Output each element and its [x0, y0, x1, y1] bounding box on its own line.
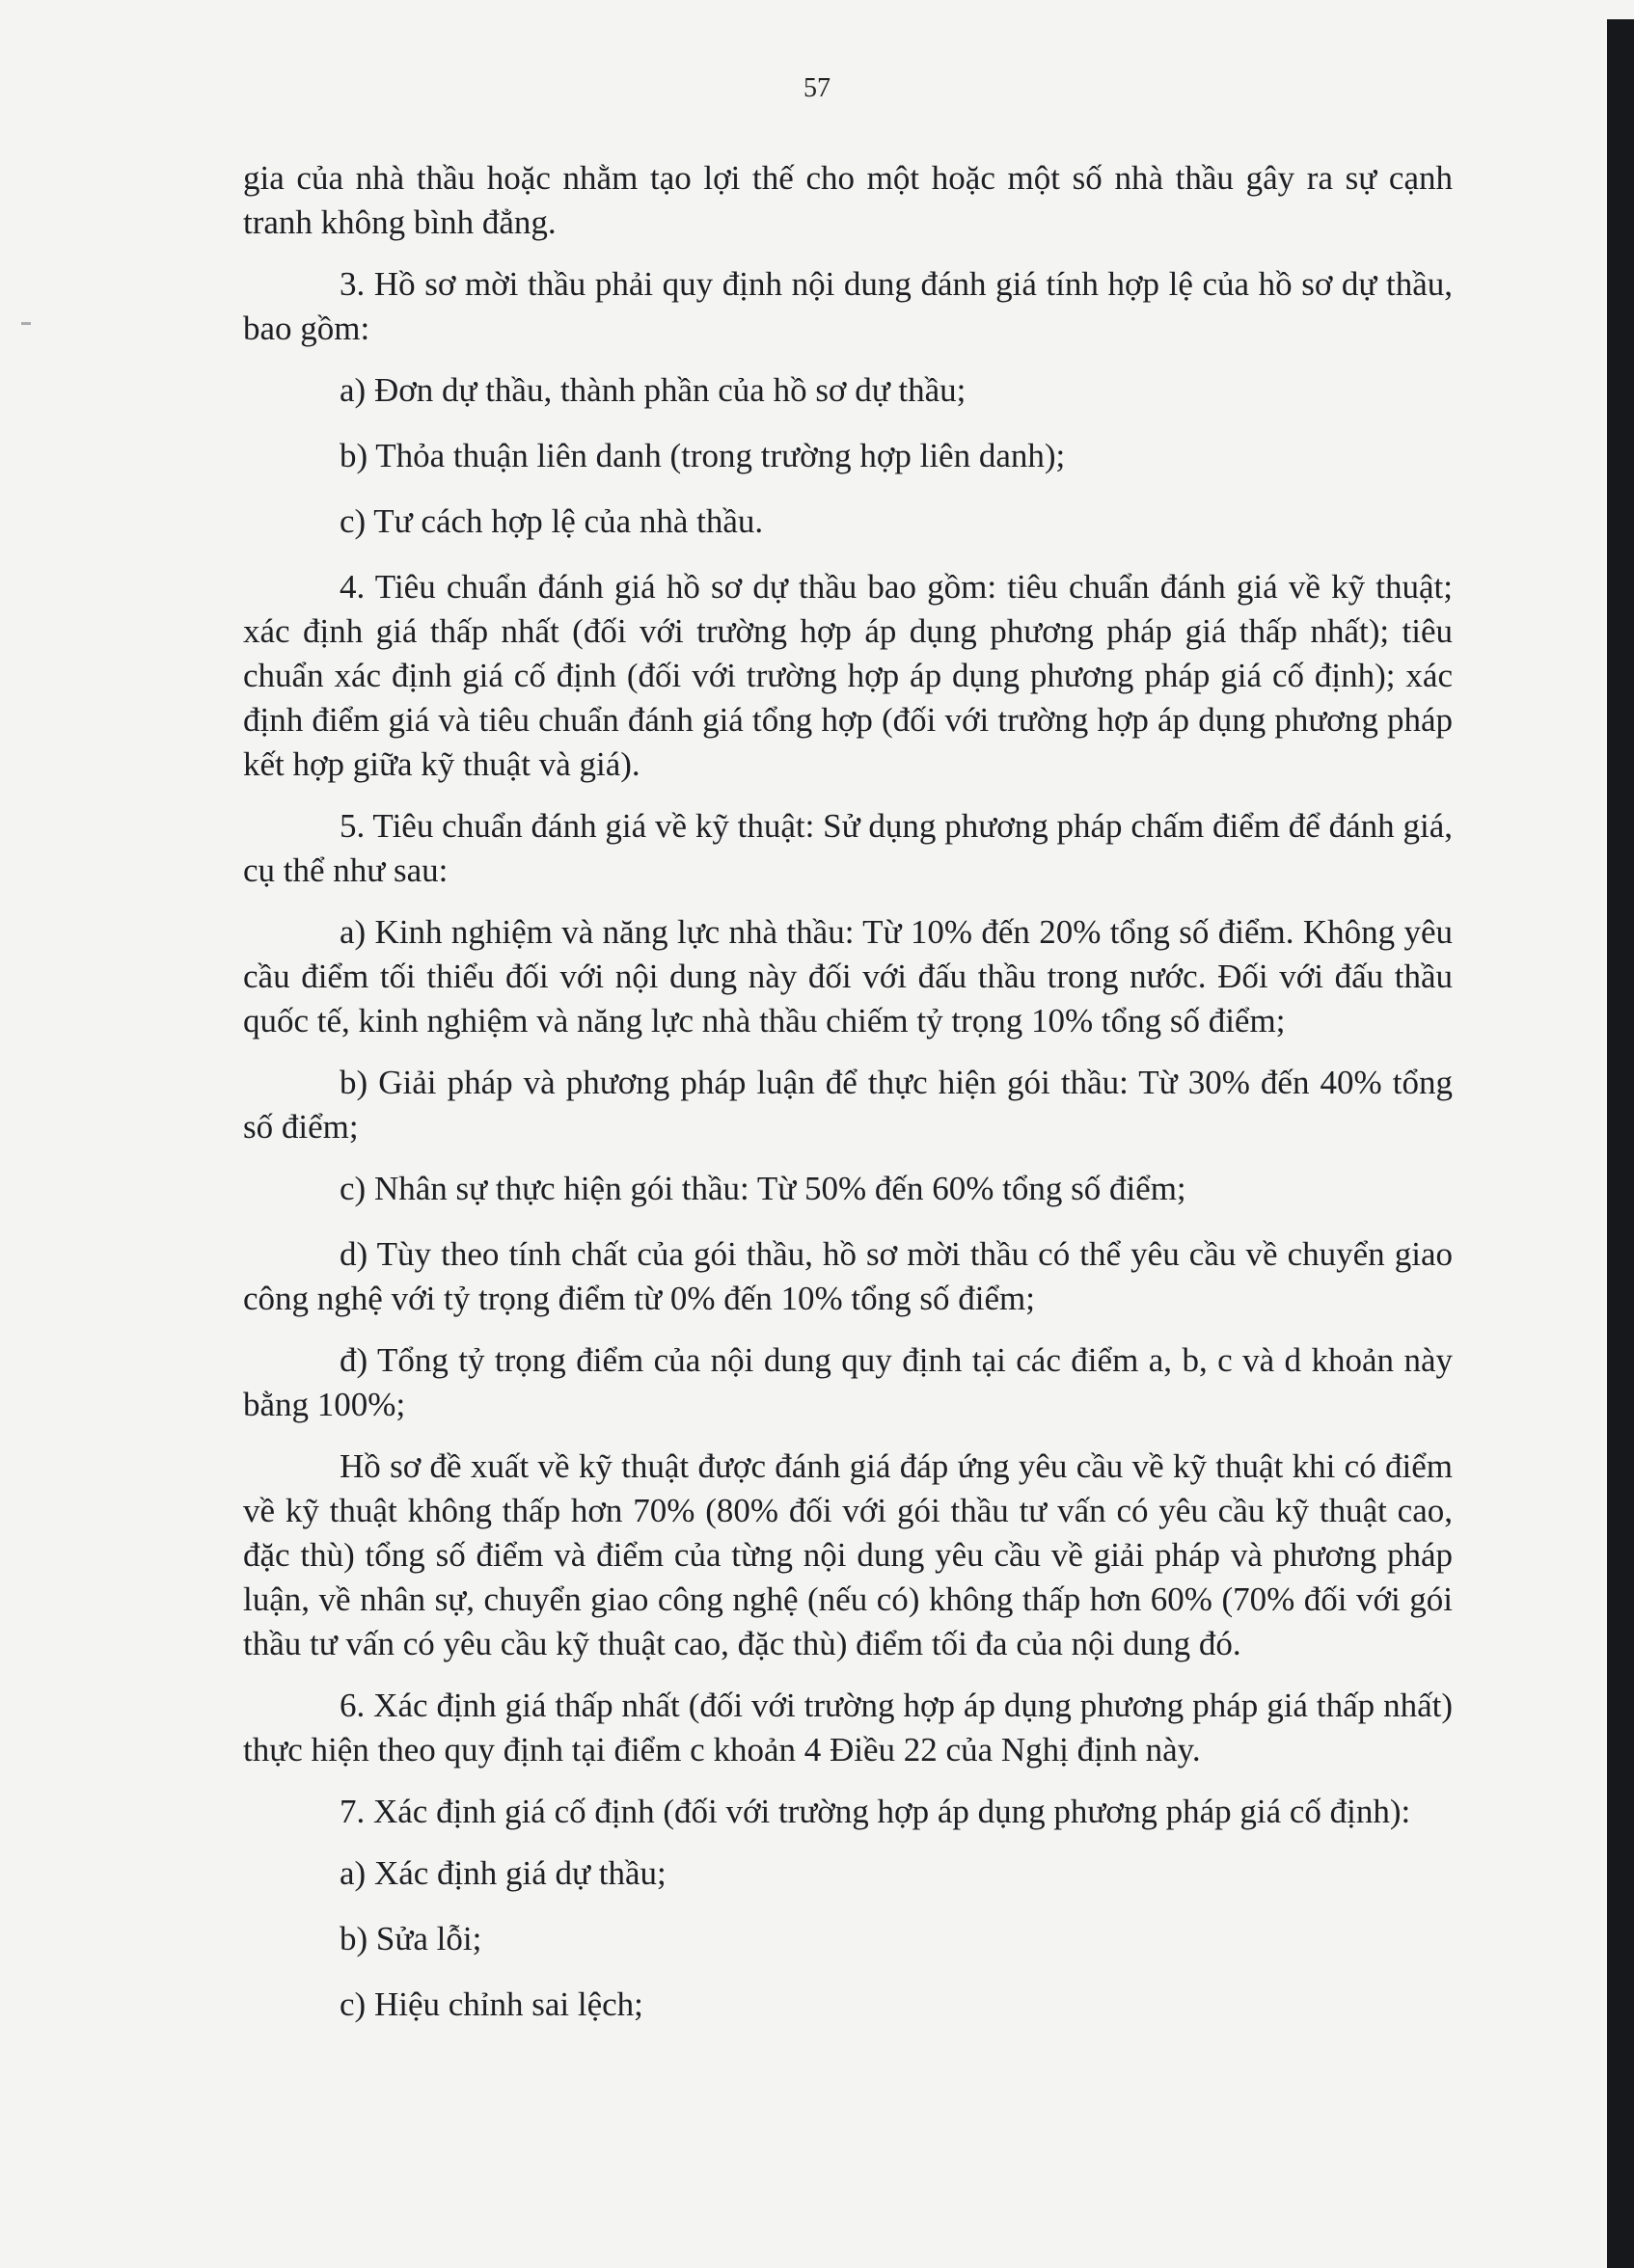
- document-body: [243, 156, 1453, 2048]
- paragraph-clause-6: 6. Xác định giá thấp nhất (đối với trường hợp áp dụng phương pháp giá thấp nhất) thực hiện theo quy định tại điểm c khoản 4 Điều 22 của Nghị định này.: [243, 1687, 1453, 1768]
- page-number: 57: [803, 73, 831, 103]
- list-item-3c: c) Tư cách hợp lệ của nhà thầu.: [340, 502, 764, 540]
- list-item-5dd: đ) Tổng tỷ trọng điểm của nội dung quy định tại các điểm a, b, c và d khoản này bằng 100%;: [243, 1341, 1453, 1423]
- paragraph-clause-3: 3. Hồ sơ mời thầu phải quy định nội dung đánh giá tính hợp lệ của hồ sơ dự thầu, bao gồm:: [243, 265, 1453, 347]
- margin-mark: [21, 322, 31, 325]
- list-item-3a: a) Đơn dự thầu, thành phần của hồ sơ dự thầu;: [340, 371, 967, 409]
- paragraph-continuation: gia của nhà thầu hoặc nhằm tạo lợi thế cho một hoặc một số nhà thầu gây ra sự cạnh tranh không bình đẳng.: [243, 159, 1453, 241]
- list-item-5d: d) Tùy theo tính chất của gói thầu, hồ sơ mời thầu có thể yêu cầu về chuyển giao công nghệ với tỷ trọng điểm từ 0% đến 10% tổng số điểm;: [243, 1235, 1453, 1317]
- paragraph-clause-4: 4. Tiêu chuẩn đánh giá hồ sơ dự thầu bao gồm: tiêu chuẩn đánh giá về kỹ thuật; xác định giá thấp nhất (đối với trường hợp áp dụng phương pháp giá thấp nhất); tiêu chuẩn xác định giá cố định (đối với trường hợp áp dụng phương pháp giá cố định); xác định điểm giá và tiêu chuẩn đánh giá tổng hợp (đối với trường hợp áp dụng phương pháp kết hợp giữa kỹ thuật và giá).: [243, 568, 1453, 783]
- list-item-3b: b) Thỏa thuận liên danh (trong trường hợp liên danh);: [340, 437, 1066, 474]
- list-item-5b: b) Giải pháp và phương pháp luận để thực hiện gói thầu: Từ 30% đến 40% tổng số điểm;: [243, 1064, 1453, 1146]
- paragraph-clause-5: 5. Tiêu chuẩn đánh giá về kỹ thuật: Sử dụng phương pháp chấm điểm để đánh giá, cụ thể như sau:: [243, 807, 1453, 889]
- list-item-7a: a) Xác định giá dự thầu;: [340, 1854, 667, 1892]
- list-item-5c: c) Nhân sự thực hiện gói thầu: Từ 50% đến 60% tổng số điểm;: [340, 1170, 1186, 1207]
- list-item-5a: a) Kinh nghiệm và năng lực nhà thầu: Từ 10% đến 20% tổng số điểm. Không yêu cầu điểm tối thiểu đối với nội dung này đối với đấu thầu trong nước. Đối với đấu thầu quốc tế, kinh nghiệm và năng lực nhà thầu chiếm tỷ trọng 10% tổng số điểm;: [243, 913, 1453, 1040]
- list-item-7b: b) Sửa lỗi;: [340, 1920, 482, 1958]
- paragraph-technical-threshold: Hồ sơ đề xuất về kỹ thuật được đánh giá đáp ứng yêu cầu về kỹ thuật khi có điểm về kỹ thuật không thấp hơn 70% (80% đối với gói thầu tư vấn có yêu cầu kỹ thuật cao, đặc thù) tổng số điểm và điểm của từng nội dung yêu cầu về giải pháp và phương pháp luận, về nhân sự, chuyển giao công nghệ (nếu có) không thấp hơn 60% (70% đối với gói thầu tư vấn có yêu cầu kỹ thuật cao, đặc thù) điểm tối đa của nội dung đó.: [243, 1447, 1453, 1662]
- scan-edge-shadow: [1607, 19, 1634, 2268]
- list-item-7c: c) Hiệu chỉnh sai lệch;: [340, 1985, 643, 2023]
- paragraph-clause-7: 7. Xác định giá cố định (đối với trường hợp áp dụng phương pháp giá cố định):: [340, 1793, 1411, 1830]
